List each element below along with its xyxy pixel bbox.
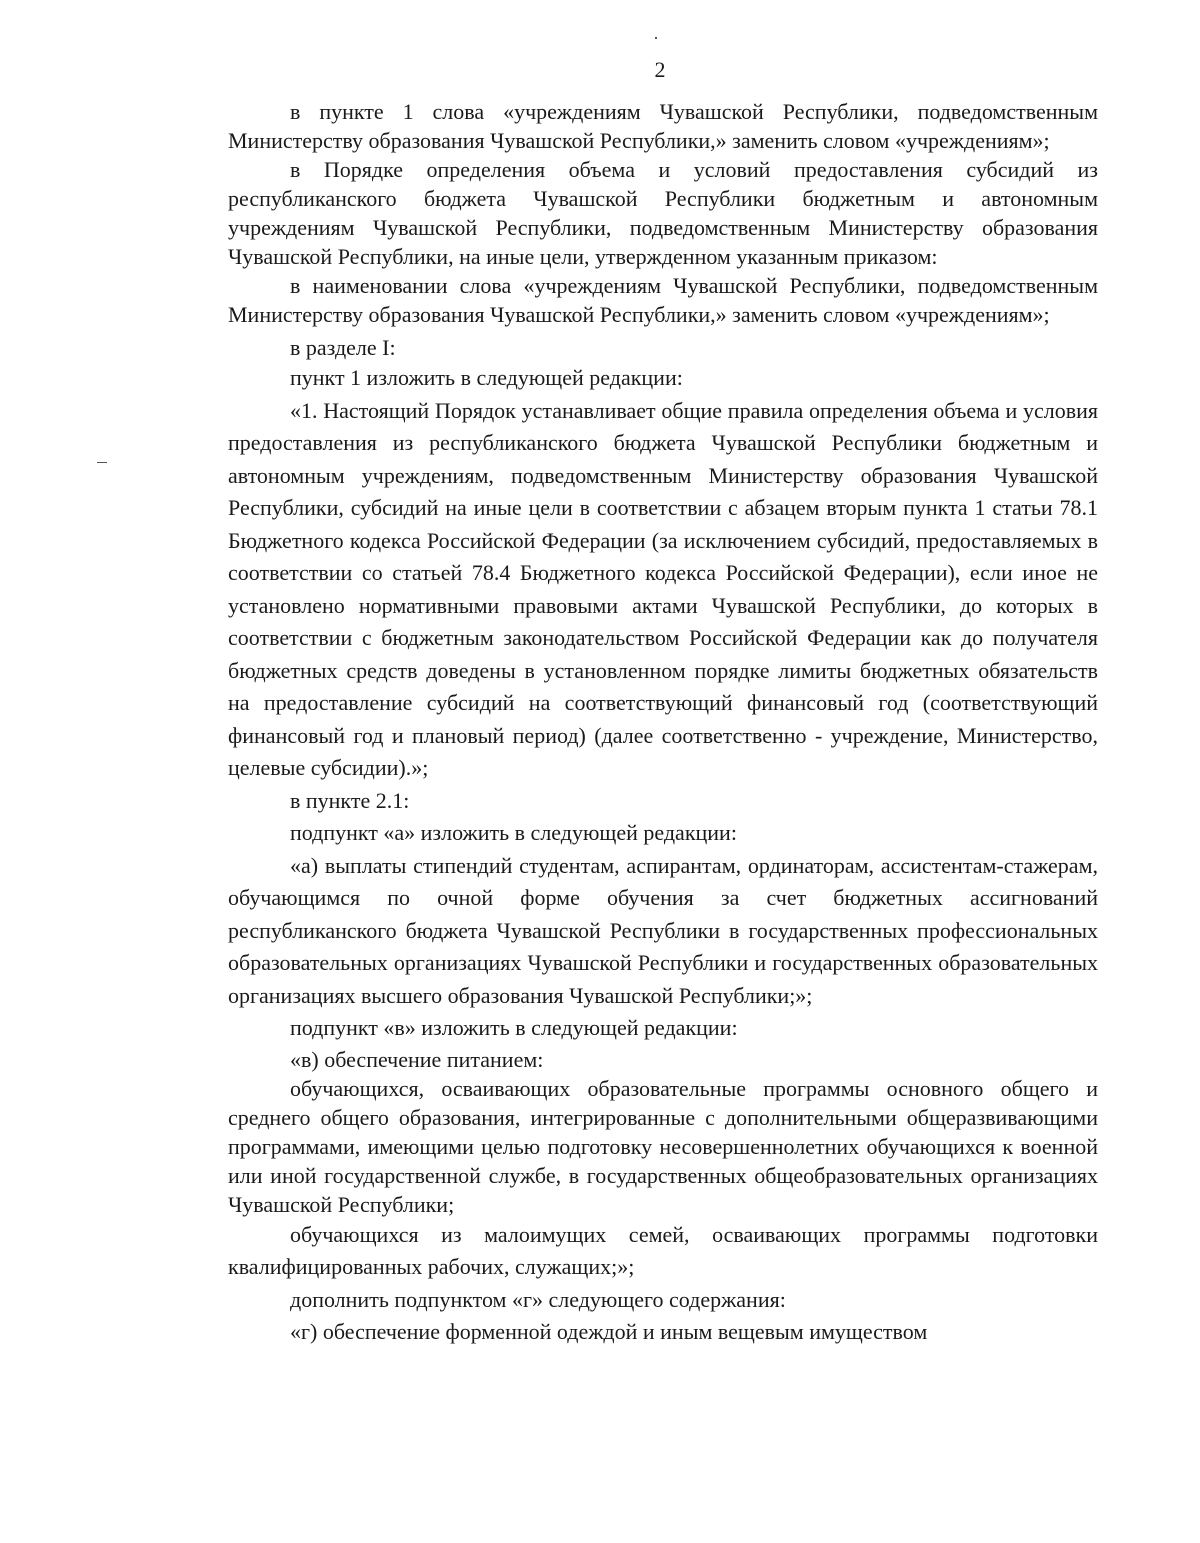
paragraph-4: в разделе I:	[290, 335, 396, 360]
paragraph-1: в пункте 1 слова «учреждениям Чувашской Республики, подведомственным Министерству образования Чувашской Республики,» заменить словом «учреждениям»;	[228, 99, 1098, 153]
paragraph-6: «1. Настоящий Порядок устанавливает общие правила определения объема и условия предоставления из республиканского бюджета Чувашской Республики бюджетным и автономным учреждениям, подведомственным Министерству образования Чувашской Республики, субсидий на иные цели в соответствии с абзацем вторым пункта 1 статьи 78.1 Бюджетного кодекса Российской Федерации (за исключением субсидий, предоставляемых в соответствии со статьей 78.4 Бюджетного кодекса Российской Федерации), если иное не установлено нормативными правовыми актами Чувашской Республики, до которых в соответствии с бюджетным законодательством Российской Федерации как до получателя бюджетных средств доведены в установленном порядке лимиты бюджетных обязательств на предоставление субсидий на соответствующий финансовый год (соответствующий финансовый год и плановый период) (далее соответственно - учреждение, Министерство, целевые субсидии).»;	[228, 397, 1098, 780]
scan-mark-left	[97, 462, 107, 463]
paragraph-13: обучающихся из малоимущих семей, осваивающих программы подготовки квалифицированных рабочих, служащих;»;	[228, 1221, 1098, 1279]
paragraph-3: в наименовании слова «учреждениям Чувашской Республики, подведомственным Министерству образования Чувашской Республики,» заменить словом «учреждениям»;	[228, 273, 1098, 327]
page-number: 2	[654, 57, 666, 82]
document-body	[228, 97, 1098, 1349]
paragraph-12: обучающихся, осваивающих образовательные программы основного общего и среднего общего образования, интегрированные с дополнительными общеразвивающими программами, имеющими целью подготовку несовершеннолетних обучающихся к военной или иной государственной службе, в государственных общеобразовательных организациях Чувашской Республики;	[228, 1075, 1098, 1217]
paragraph-11: «в) обеспечение питанием:	[290, 1046, 544, 1072]
paragraph-9: «а) выплаты стипендий студентам, аспирантам, ординаторам, ассистентам-стажерам, обучающимся по очной форме обучения за счет бюджетных ассигнований республиканского бюджета Чувашской Республики в государственных профессиональных образовательных организациях Чувашской Республики и государственных образовательных организациях высшего образования Чувашской Республики;»;	[228, 852, 1098, 1008]
paragraph-2: в Порядке определения объема и условий предоставления субсидий из республиканского бюджета Чувашской Республики бюджетным и автономным учреждениям Чувашской Республики, подведомственным Министерству образования Чувашской Республики, на иные цели, утвержденном указанным приказом:	[228, 157, 1098, 269]
paragraph-10: подпункт «в» изложить в следующей редакции:	[290, 1015, 738, 1040]
paragraph-15: «г) обеспечение форменной одеждой и иным вещевым имуществом	[290, 1319, 928, 1344]
paragraph-8: подпункт «а» изложить в следующей редакции:	[290, 820, 737, 845]
paragraph-5: пункт 1 изложить в следующей редакции:	[290, 365, 683, 390]
scan-mark-top	[655, 37, 657, 39]
paragraph-14: дополнить подпунктом «г» следующего содержания:	[290, 1286, 786, 1312]
paragraph-7: в пункте 2.1:	[290, 787, 410, 813]
